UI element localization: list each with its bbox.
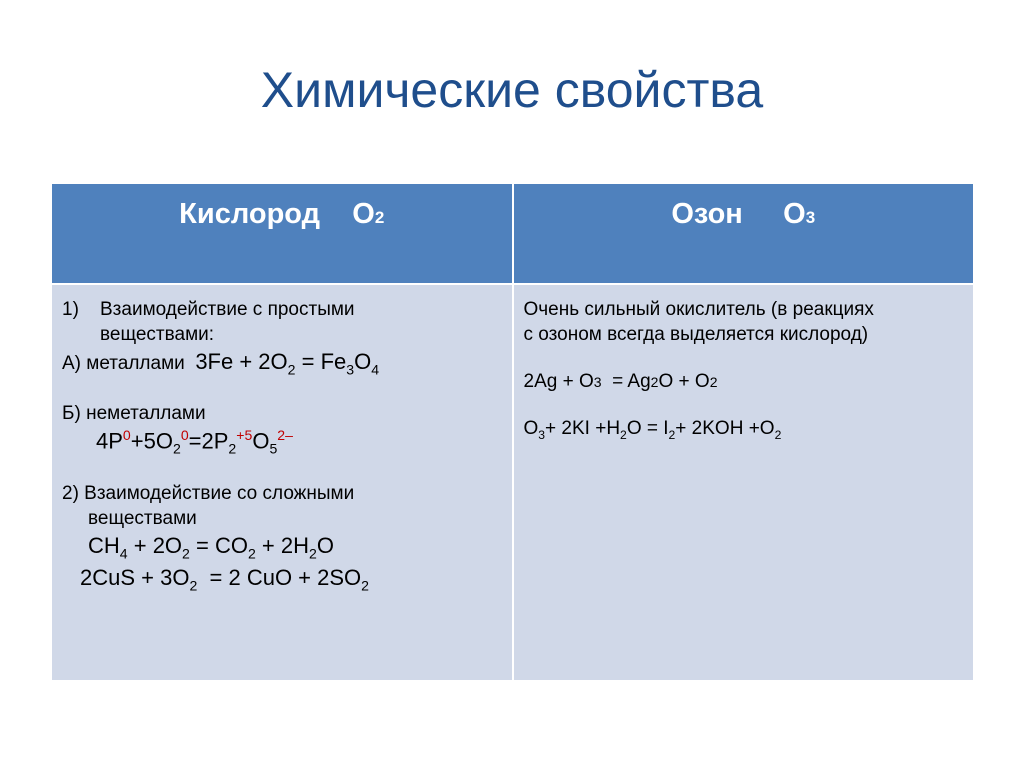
methane-equation: $CH_4 + 2O_2 = CO_2 + 2H_2O$ [88, 532, 334, 562]
properties-table [50, 182, 975, 682]
slide-title: Химические свойства [260, 62, 764, 118]
nonmetals-label: Б) неметаллами [62, 403, 206, 425]
item1-line1: 1) Взаимодействие с простыми [62, 299, 355, 320]
ki-equation: $O_3+ 2KI +H_2O = I_2+ 2KOH +O_2$ [523, 418, 782, 443]
ozone-desc-line1: Очень сильный окислитель (в реакциях [523, 299, 874, 320]
cus-equation: $2CuS + 3O_2 = 2$ CuO + $2SO_2$ [80, 564, 370, 594]
item2-line2: веществами [88, 507, 197, 529]
header-oxygen [51, 183, 513, 284]
item2-line1: 2) Взаимодействие со сложными [62, 482, 355, 504]
table-header-row [51, 183, 974, 284]
ozone-cell [513, 284, 975, 681]
header-oxygen-formula: O2 [352, 198, 385, 230]
header-ozone [513, 183, 975, 284]
header-ozone-formula: O3 [783, 198, 816, 230]
metals-line: А) металлами $3Fe + 2O_2 = Fe_3O_4$ [62, 349, 380, 378]
silver-equation: 2Ag + O3 = Ag2O + O2 [523, 371, 718, 393]
item1-line2: веществами: [100, 324, 215, 346]
header-ozone-name: Озон [671, 198, 743, 230]
table-body-row [51, 284, 974, 681]
nonmetals-equation: $4P^0+5O_2^0=2P_2^{+5}O_5^{2-}$ [96, 427, 293, 457]
header-oxygen-name: Кислород [179, 198, 321, 230]
oxygen-cell [51, 284, 513, 681]
ozone-desc-line2: с озоном всегда выделяется кислород) [523, 324, 869, 346]
